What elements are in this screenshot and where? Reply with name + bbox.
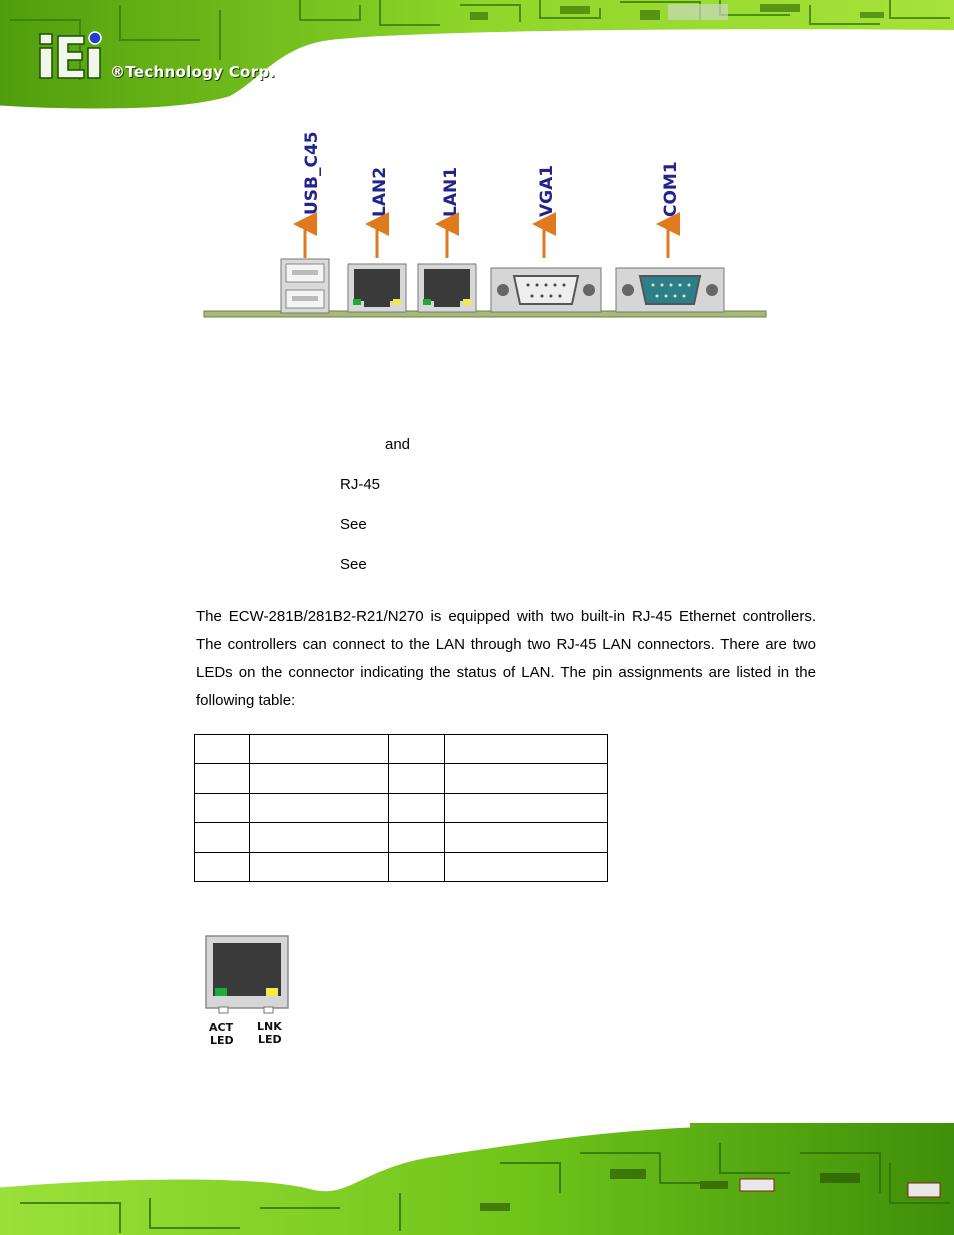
fragment-and: and [385, 436, 411, 453]
table-row [195, 735, 608, 764]
lnk-label-line1: LNK [257, 1020, 282, 1033]
vga-connector [491, 268, 601, 312]
table-cell [445, 852, 608, 881]
label-lan1: LAN1 [441, 166, 461, 217]
lnk-label-line2: LED [258, 1033, 282, 1046]
table-cell [250, 735, 389, 764]
table-cell [445, 793, 608, 822]
table-cell [389, 852, 445, 881]
label-lan2: LAN2 [370, 166, 390, 217]
company-name: ®Technology Corp. [110, 63, 276, 81]
footer-circuit-banner [0, 1123, 954, 1235]
label-usb-c45: USB_C45 [302, 131, 322, 215]
table-cell [195, 823, 250, 852]
fragment-see-2: See [340, 556, 367, 573]
act-label-line1: ACT [209, 1021, 234, 1034]
label-vga1: VGA1 [537, 164, 557, 217]
table-cell [445, 823, 608, 852]
act-led [215, 988, 227, 996]
table-row [195, 793, 608, 822]
usb-connector [281, 259, 329, 313]
table-cell [445, 764, 608, 793]
label-com1: COM1 [661, 161, 681, 217]
body-paragraph: The ECW-281B/281B2-R21/N270 is equipped with two built-in RJ-45 Ethernet controllers. The controllers can connect to the LAN through two RJ-45 LAN connectors. There are two LEDs on the connector indicating the status of LAN. The pin assignments are listed in the following table: [196, 608, 816, 709]
rj45-led-figure [200, 930, 300, 1055]
table-cell [195, 735, 250, 764]
act-label-line2: LED [210, 1034, 234, 1047]
table-row [195, 852, 608, 881]
table-cell [195, 764, 250, 793]
lnk-led [266, 988, 278, 996]
table-cell [250, 793, 389, 822]
lan1-connector [418, 264, 476, 312]
fragment-see-1: See [340, 516, 367, 533]
rear-panel-connector-diagram [190, 120, 780, 330]
table-cell [389, 735, 445, 764]
table-cell [389, 764, 445, 793]
table-row [195, 764, 608, 793]
fragment-rj45: RJ-45 [340, 476, 381, 493]
table-cell [250, 764, 389, 793]
lan2-connector [348, 264, 406, 312]
table-cell [250, 852, 389, 881]
lan-pin-table [194, 734, 608, 882]
table-cell [389, 793, 445, 822]
table-cell [250, 823, 389, 852]
table-row [195, 823, 608, 852]
table-cell [445, 735, 608, 764]
com-connector [616, 268, 724, 312]
table-cell [195, 793, 250, 822]
table-cell [195, 852, 250, 881]
table-cell [389, 823, 445, 852]
